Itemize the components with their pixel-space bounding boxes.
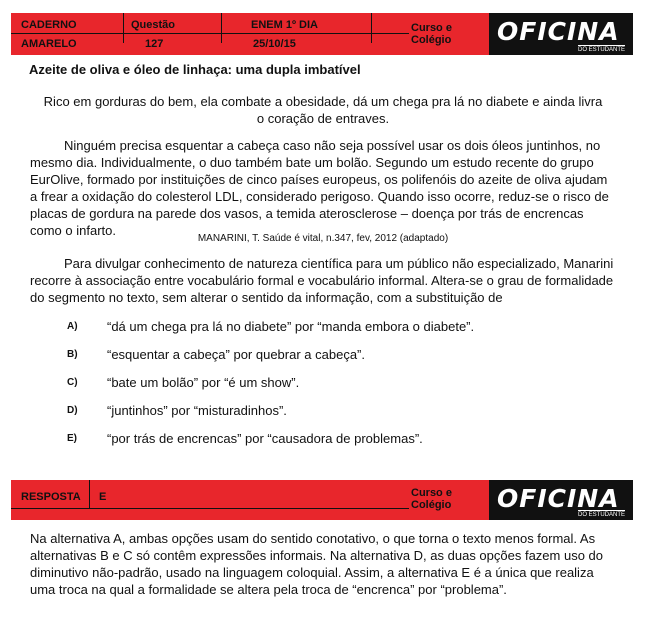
logo-subtitle: DO ESTUDANTE (577, 47, 625, 53)
article-body: Ninguém precisa esquentar a cabeça caso não seja possível usar os dois óleos juntinhos, no mesmo dia. Individualmente, o duo também bate um bolão. Segundo um estudo recente do grupo EurOlive, formado por instituições de cinco países europeus, os polifenóis do azeite de oliva ajudam a frear a oxidação do colesterol LDL, considerado perigoso. Quando isso ocorre, reduz-se o risco de placas de gordura na parede dos vasos, a temida aterosclerose – doença por trás de encrencas como o infarto. (30, 138, 609, 238)
oficina-logo (489, 13, 633, 55)
oficina-logo (489, 480, 633, 520)
article-source: MANARINI, T. Saúde é vital, n.347, fev, 2012 (adaptado) (197, 233, 449, 244)
curso-colegio-label: Curso e Colégio (411, 22, 452, 46)
option-letter-a: A) (67, 321, 78, 332)
option-text-d: “juntinhos” por “misturadinhos”. (107, 403, 287, 418)
option-text-a: “dá um chega pra lá no diabete” por “manda embora o diabete”. (107, 319, 475, 334)
option-text-e: “por trás de encrencas” por “causadora de problemas”. (107, 431, 423, 446)
answer-divider (89, 480, 90, 508)
caderno-value: AMARELO (21, 38, 77, 50)
header-divider (221, 13, 222, 43)
option-letter-b: B) (67, 349, 78, 360)
header-row-divider (11, 33, 409, 34)
header-divider (123, 13, 124, 43)
answer-value: E (99, 491, 107, 503)
logo-wordmark: OFICINA (497, 17, 620, 46)
caderno-label: CADERNO (21, 19, 77, 31)
answer-header (11, 480, 633, 520)
question-prompt: Para divulgar conhecimento de natureza científica para um público não especializado, Manarini recorre à associação entre vocabulário formal e vocabulário informal. Altera-se o grau de formalidade do segmento no texto, sem alterar o sentido da informação, com a substituição de (30, 256, 614, 305)
questao-label: Questão (131, 19, 176, 31)
exam-date: 25/10/15 (253, 38, 296, 50)
option-letter-c: C) (67, 377, 78, 388)
answer-label: RESPOSTA (21, 491, 81, 503)
exam-label: ENEM 1º DIA (251, 19, 318, 31)
header-divider (371, 13, 372, 43)
header-info-grid (11, 13, 409, 55)
article-title: Azeite de oliva e óleo de linhaça: uma dupla imbatível (29, 62, 361, 77)
curso-colegio-label: Curso e Colégio (411, 487, 452, 511)
question-header (11, 13, 633, 55)
article-lead: Rico em gorduras do bem, ela combate a obesidade, dá um chega pra lá no diabete e ainda livra o coração de entraves. (43, 94, 603, 126)
option-text-c: “bate um bolão” por “é um show”. (107, 375, 300, 390)
answer-row-divider (11, 508, 409, 509)
answer-explanation: Na alternativa A, ambas opções usam do sentido conotativo, o que torna o texto menos formal. As alternativas B e C só contêm expressões informais. Na alternativa D, as duas opções fazem uso do diminutivo não-padrão, usado na linguagem coloquial. Assim, a alternativa E é a única que realiza uma troca na qual a formalidade se altera pela troca de “encrenca” por “problema”. (30, 531, 604, 597)
option-text-b: “esquentar a cabeça” por quebrar a cabeça”. (107, 347, 365, 362)
logo-wordmark: OFICINA (497, 484, 620, 513)
logo-subtitle: DO ESTUDANTE (577, 512, 625, 518)
option-letter-e: E) (67, 433, 77, 444)
option-letter-d: D) (67, 405, 78, 416)
questao-value: 127 (145, 38, 164, 50)
